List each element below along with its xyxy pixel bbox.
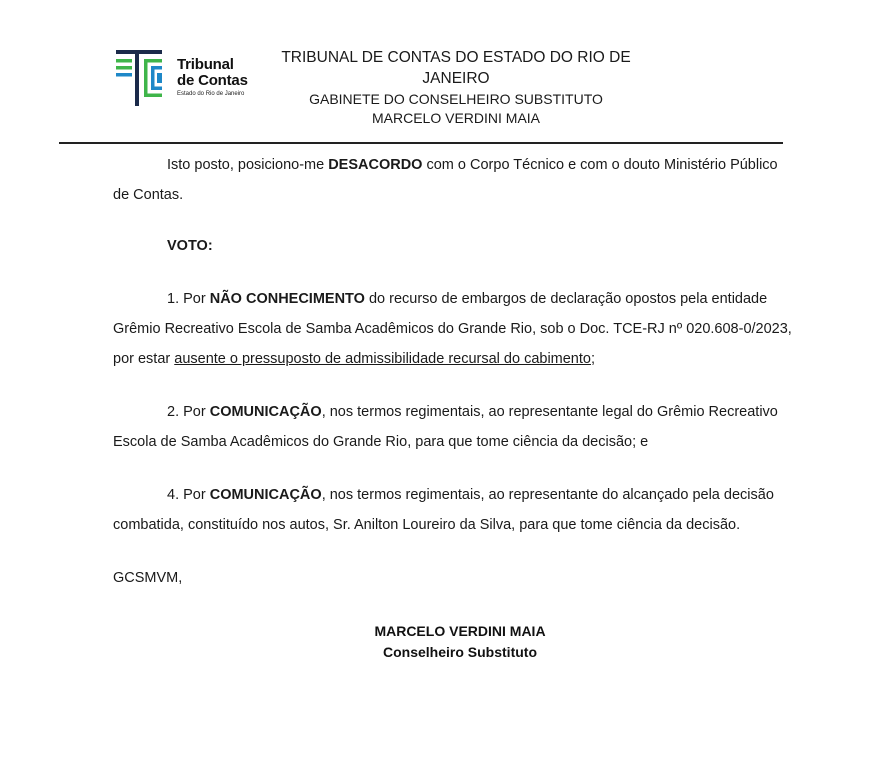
vote-item-2-line2: Escola de Samba Acadêmicos do Grande Rio, para que tome ciência da decisão; e: [113, 434, 649, 450]
letterhead: [270, 47, 642, 128]
header-office: GABINETE DO CONSELHEIRO SUBSTITUTO: [309, 91, 603, 107]
header-divider: [59, 142, 783, 144]
vote-item-2-line1: 2. Por COMUNICAÇÃO, nos termos regimentais, ao representante legal do Grêmio Recreativo: [167, 404, 778, 420]
logo-text-tribunal: Tribunal: [177, 56, 234, 73]
vote-item-4: [113, 480, 805, 540]
paragraph-conclusion-line1: Isto posto, posiciono-me DESACORDO com o Corpo Técnico e com o douto Ministério Público: [167, 157, 778, 173]
paragraph-conclusion-line2: de Contas.: [113, 187, 184, 203]
vote-item-1: [113, 284, 805, 374]
signature-block: [330, 621, 590, 663]
vote-item-4-line2: combatida, constituído nos autos, Sr. Anilton Loureiro da Silva, para que tome ciência da decisão.: [113, 517, 741, 533]
vote-item-1-line1: 1. Por NÃO CONHECIMENTO do recurso de embargos de declaração opostos pela entidade: [167, 291, 768, 307]
bold-desacordo: DESACORDO: [328, 157, 423, 173]
vote-item-1-line2: Grêmio Recreativo Escola de Samba Acadêmicos do Grande Rio, sob o Doc. TCE-RJ nº 020.608-0/2023,: [113, 321, 792, 337]
underlined-text: ausente o pressuposto de admissibilidade recursal do cabimento;: [174, 351, 595, 367]
vote-item-2: [113, 397, 805, 457]
vote-item-1-line3: por estar ausente o pressuposto de admissibilidade recursal do cabimento;: [113, 351, 595, 367]
logo-text-de-contas: de Contas: [177, 72, 248, 89]
paragraph-conclusion: [113, 150, 805, 210]
vote-item-4-line1: 4. Por COMUNICAÇÃO, nos termos regimentais, ao representante do alcançado pela decisão: [167, 487, 774, 503]
signature-name: MARCELO VERDINI MAIA: [374, 623, 546, 639]
bold-comunicacao: COMUNICAÇÃO: [209, 404, 322, 420]
sign-off: GCSMVM,: [113, 570, 183, 586]
bold-nao-conhecimento: NÃO CONHECIMENTO: [209, 291, 365, 307]
signature-role: Conselheiro Substituto: [383, 644, 537, 660]
bold-comunicacao: COMUNICAÇÃO: [209, 487, 322, 503]
voto-heading: VOTO:: [167, 238, 213, 254]
header-name: MARCELO VERDINI MAIA: [371, 110, 541, 126]
header-institution-line1: TRIBUNAL DE CONTAS DO ESTADO DO RIO DE: [281, 49, 631, 66]
header-institution-line2: JANEIRO: [422, 70, 490, 87]
logo-text-estado: Estado do Rio de Janeiro: [177, 91, 245, 97]
